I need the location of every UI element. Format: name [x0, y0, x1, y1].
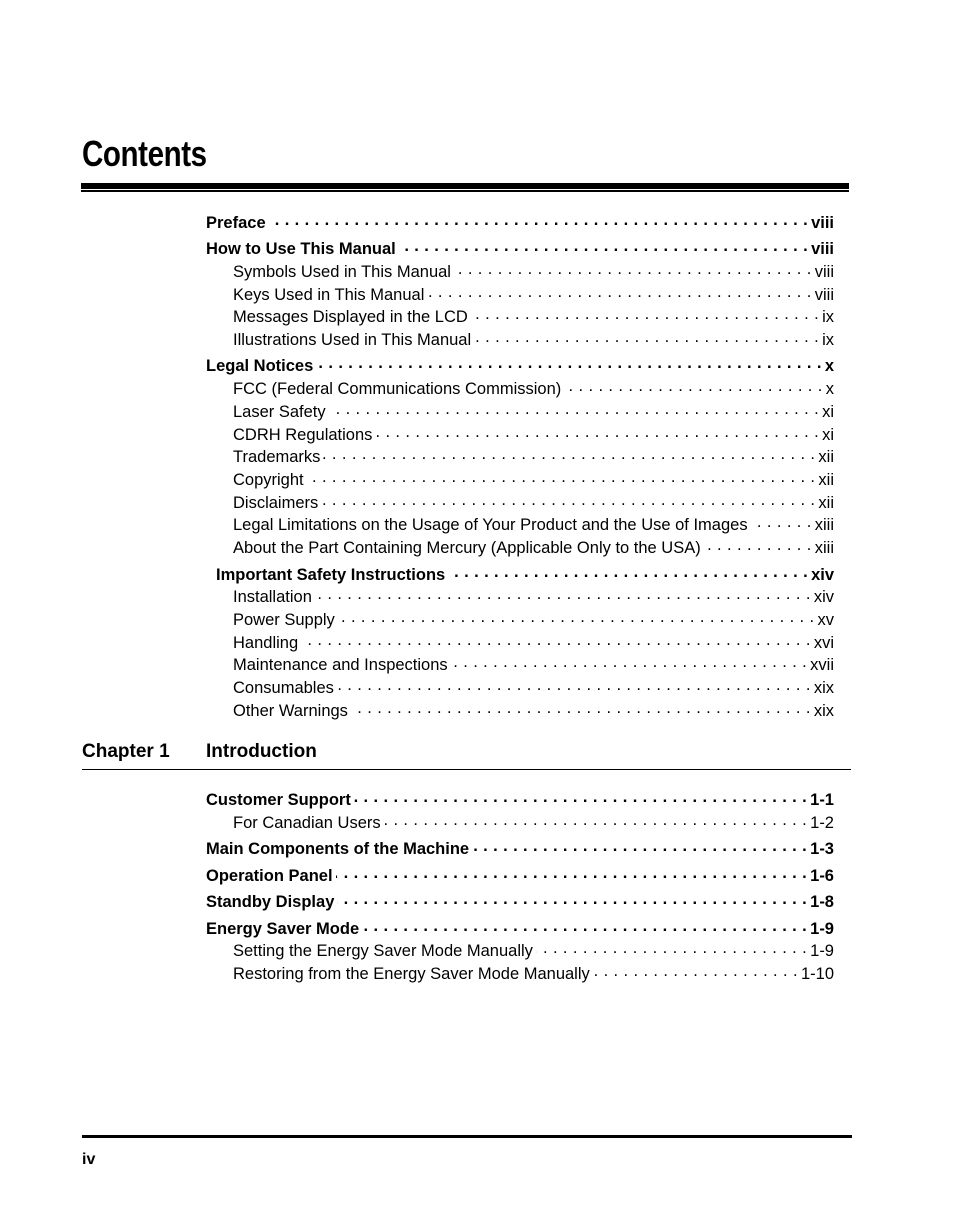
dot-leader [375, 426, 819, 440]
toc-entry-page: xii [818, 494, 834, 512]
toc-entry-page: ix [822, 331, 834, 349]
toc-entry-title: Installation [233, 588, 312, 606]
toc-entry-title: Standby Display [206, 893, 335, 911]
toc-entry-page: 1-3 [810, 840, 834, 858]
toc-entry[interactable] [233, 587, 834, 607]
dot-leader [474, 331, 819, 345]
toc-entry-title: Keys Used in This Manual [233, 286, 425, 304]
toc-entry-page: xiv [811, 566, 834, 584]
toc-entry[interactable] [233, 633, 834, 653]
toc-entry-title: Symbols Used in This Manual [233, 263, 451, 281]
dot-leader [337, 679, 811, 693]
page-title: Contents [82, 133, 207, 174]
toc-entry-page: xii [818, 448, 834, 466]
chapter-label: Chapter 1 [82, 741, 170, 762]
toc-entry-page: xiv [813, 588, 834, 606]
toc-entry-page: xii [818, 471, 834, 489]
page-number: iv [82, 1151, 96, 1168]
toc-entry-title: Copyright [233, 471, 304, 489]
toc-entry[interactable] [233, 941, 834, 961]
toc-entry-page: 1-8 [810, 893, 834, 911]
toc-entry-page: xiii [814, 539, 834, 557]
dot-leader [301, 634, 811, 648]
toc-entry[interactable] [206, 892, 834, 912]
dot-leader [427, 286, 811, 300]
toc-entry[interactable] [233, 538, 834, 558]
dot-leader [316, 357, 822, 371]
toc-entry[interactable] [233, 262, 834, 282]
toc-entry-page: 1-9 [810, 920, 834, 938]
toc-entry-title: Energy Saver Mode [206, 920, 360, 938]
toc-entry-page: 1-9 [810, 942, 834, 960]
dot-leader [451, 656, 808, 670]
toc-entry[interactable] [206, 356, 834, 376]
toc-entry-page: viii [811, 240, 834, 258]
dot-leader [704, 539, 812, 553]
toc-entry-title: About the Part Containing Mercury (Applicable Only to the USA) [233, 539, 701, 557]
dot-leader [354, 791, 807, 805]
toc-entry[interactable] [206, 866, 834, 886]
chapter-heading [82, 739, 850, 765]
toc-entry-title: Messages Displayed in the LCD [233, 308, 468, 326]
toc-entry[interactable] [233, 493, 834, 513]
toc-entry[interactable] [206, 239, 834, 259]
chapter-title: Introduction [206, 741, 317, 762]
toc-entry-title: Trademarks [233, 448, 321, 466]
toc-entry[interactable] [233, 379, 834, 399]
toc-entry-title: Illustrations Used in This Manual [233, 331, 472, 349]
toc-entry-title: Preface [206, 214, 266, 232]
toc-entry[interactable] [206, 213, 834, 233]
toc-entry[interactable] [233, 425, 834, 445]
toc-entry[interactable] [233, 330, 834, 350]
toc-entry[interactable] [233, 813, 834, 833]
toc-entry-page: ix [822, 308, 834, 326]
toc-entry-page: x [824, 357, 834, 375]
dot-leader [269, 214, 808, 228]
dot-leader [399, 240, 808, 254]
dot-leader [307, 471, 816, 485]
dot-leader [321, 494, 815, 508]
dot-leader [329, 403, 819, 417]
toc-entry-page: 1-6 [810, 867, 834, 885]
dot-leader [536, 942, 807, 956]
toc-entry-title: Power Supply [233, 611, 335, 629]
toc-entry[interactable] [233, 655, 834, 675]
toc-entry-title: Main Components of the Machine [206, 840, 470, 858]
chapter-rule [82, 769, 851, 770]
toc-entry-title: Setting the Energy Saver Mode Manually [233, 942, 533, 960]
toc-entry[interactable] [233, 470, 834, 490]
toc-entry-page: 1-2 [810, 814, 834, 832]
toc-entry-page: xv [817, 611, 834, 629]
toc-entry-page: xix [813, 702, 834, 720]
toc-entry[interactable] [233, 964, 834, 984]
toc-entry-title: How to Use This Manual [206, 240, 396, 258]
toc-entry[interactable] [233, 678, 834, 698]
toc-entry-title: Operation Panel [206, 867, 333, 885]
toc-entry-page: viii [814, 263, 834, 281]
toc-entry-title: Consumables [233, 679, 334, 697]
toc-entry-title: Restoring from the Energy Saver Mode Manually [233, 965, 590, 983]
toc-entry[interactable] [233, 447, 834, 467]
dot-leader [338, 611, 815, 625]
dot-leader [323, 448, 815, 462]
toc-entry-title: Laser Safety [233, 403, 326, 421]
toc-entry-page: 1-10 [800, 965, 834, 983]
toc-entry[interactable] [206, 790, 834, 810]
toc-entry-title: CDRH Regulations [233, 426, 373, 444]
dot-leader [362, 920, 807, 934]
dot-leader [315, 588, 811, 602]
toc-entry[interactable] [233, 701, 834, 721]
toc-entry-title: Handling [233, 634, 299, 652]
toc-entry-title: FCC (Federal Communications Commission) [233, 380, 562, 398]
dot-leader [454, 263, 812, 277]
toc-entry-title: Important Safety Instructions [216, 566, 446, 584]
dot-leader [564, 380, 823, 394]
toc-entry[interactable] [233, 515, 834, 535]
toc-entry-page: 1-1 [810, 791, 834, 809]
title-rule [81, 183, 849, 192]
toc-entry-page: xix [813, 679, 834, 697]
toc-entry-page: xi [822, 403, 834, 421]
toc-entry-page: xvii [810, 656, 834, 674]
dot-leader [384, 814, 807, 828]
toc-entry[interactable] [206, 839, 834, 859]
toc-entry-page: viii [811, 214, 834, 232]
toc-entry-title: Legal Limitations on the Usage of Your Product and the Use of Images [233, 516, 748, 534]
toc-entry[interactable] [233, 402, 834, 422]
dot-leader [351, 702, 811, 716]
toc-entry-title: Customer Support [206, 791, 351, 809]
dot-leader [751, 516, 812, 530]
dot-leader [471, 308, 819, 322]
toc-entry-title: For Canadian Users [233, 814, 381, 832]
toc-entry-page: xvi [813, 634, 834, 652]
dot-leader [336, 867, 808, 881]
toc-entry-page: viii [814, 286, 834, 304]
dot-leader [472, 840, 807, 854]
toc-entry[interactable] [233, 610, 834, 630]
toc-entry-title: Legal Notices [206, 357, 314, 375]
toc-entry[interactable] [233, 307, 834, 327]
toc-entry-page: x [825, 380, 834, 398]
toc-entry-title: Other Warnings [233, 702, 348, 720]
footer-rule [82, 1135, 852, 1138]
toc-entry-title: Disclaimers [233, 494, 319, 512]
toc-entry[interactable] [206, 919, 834, 939]
dot-leader [448, 566, 808, 580]
dot-leader [337, 893, 807, 907]
toc-entry-title: Maintenance and Inspections [233, 656, 448, 674]
toc-entry[interactable] [216, 565, 834, 585]
toc-entry[interactable] [233, 285, 834, 305]
dot-leader [593, 965, 798, 979]
toc-entry-page: xiii [814, 516, 834, 534]
toc-entry-page: xi [822, 426, 834, 444]
